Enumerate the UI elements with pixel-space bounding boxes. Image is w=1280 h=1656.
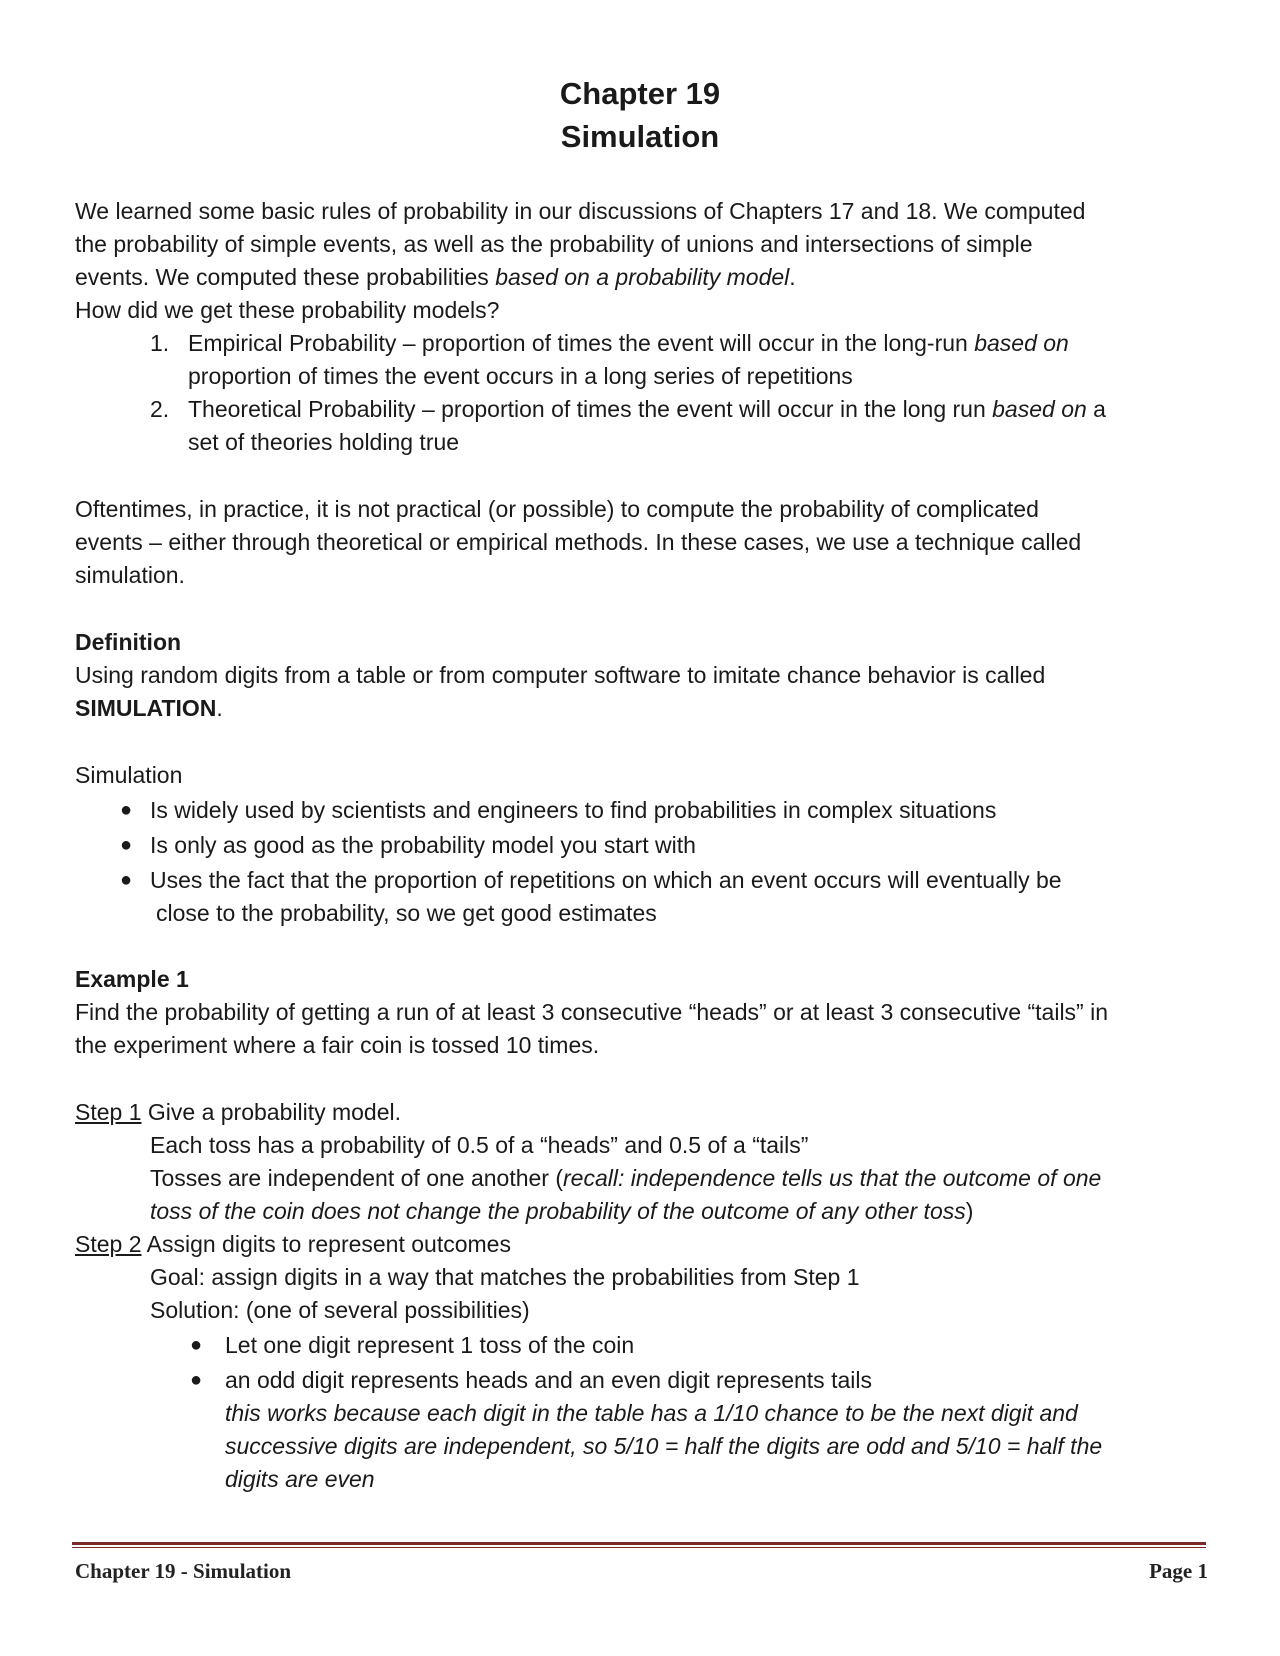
step2-goal: Goal: assign digits in a way that matches the probabilities from Step 1 xyxy=(150,1264,860,1290)
bullet-icon: ● xyxy=(120,799,133,821)
example-line-1: Find the probability of getting a run of at least 3 consecutive “heads” or at least 3 consecutive “tails” in xyxy=(75,999,1109,1025)
practice-line-1: Oftentimes, in practice, it is not practical (or possible) to compute the probability of complicated xyxy=(75,496,1039,522)
step2-solution: Solution: (one of several possibilities) xyxy=(150,1297,530,1323)
simulation-bullet-3: Uses the fact that the proportion of repetitions on which an event occurs will eventually be xyxy=(150,867,1062,893)
step2-note-3: digits are even xyxy=(225,1466,375,1492)
simulation-bullet-1: Is widely used by scientists and engineers to find probabilities in complex situations xyxy=(150,797,997,823)
definition-line-2: SIMULATION. xyxy=(75,695,223,721)
step2-note-1: this works because each digit in the table has a 1/10 chance to be the next digit and xyxy=(225,1400,1078,1426)
step1-line-1: Each toss has a probability of 0.5 of a “heads” and 0.5 of a “tails” xyxy=(150,1132,809,1158)
practice-line-3: simulation. xyxy=(75,562,185,588)
chapter-title: Chapter 19 xyxy=(559,76,721,111)
intro-line-2: the probability of simple events, as well as the probability of unions and intersections of simple xyxy=(75,231,1033,257)
step2-note-2: successive digits are independent, so 5/10 = half the digits are odd and 5/10 = half the xyxy=(225,1433,1103,1459)
bullet-icon: ● xyxy=(120,869,133,891)
simulation-bullet-2: Is only as good as the probability model you start with xyxy=(150,832,696,858)
example-line-2: the experiment where a fair coin is tossed 10 times. xyxy=(75,1032,600,1058)
footer-page-number: Page 1 xyxy=(1149,1559,1208,1583)
intro-line-4: How did we get these probability models? xyxy=(75,297,500,323)
list-item-theoretical: Theoretical Probability – proportion of times the event will occur in the long run based on a xyxy=(188,396,1106,422)
step2-bullet-1: Let one digit represent 1 toss of the coin xyxy=(225,1332,635,1358)
definition-heading: Definition xyxy=(75,629,182,655)
step1-heading: Step 1 Give a probability model. xyxy=(75,1099,402,1125)
footer-chapter: Chapter 19 - Simulation xyxy=(75,1559,292,1583)
footer-rule-thin xyxy=(72,1547,1206,1548)
chapter-subtitle: Simulation xyxy=(560,119,720,154)
example-heading: Example 1 xyxy=(75,966,189,992)
practice-line-2: events – either through theoretical or empirical methods. In these cases, we use a technique called xyxy=(75,529,1082,555)
list-number: 2. xyxy=(150,396,170,422)
step1-line-3: toss of the coin does not change the probability of the outcome of any other toss) xyxy=(150,1198,974,1224)
intro-line-1: We learned some basic rules of probability in our discussions of Chapters 17 and 18. We computed xyxy=(75,198,1086,224)
bullet-icon: ● xyxy=(190,1334,203,1356)
step2-bullet-2: an odd digit represents heads and an even digit represents tails xyxy=(225,1367,872,1393)
list-item-theoretical-cont: set of theories holding true xyxy=(188,429,460,455)
list-item-empirical-cont: proportion of times the event occurs in a long series of repetitions xyxy=(188,363,853,389)
step1-line-2: Tosses are independent of one another (recall: independence tells us that the outcome of one xyxy=(150,1165,1102,1191)
footer-rule xyxy=(72,1542,1206,1545)
list-number: 1. xyxy=(150,330,170,356)
bullet-icon: ● xyxy=(190,1369,203,1391)
simulation-heading: Simulation xyxy=(75,762,183,788)
definition-line-1: Using random digits from a table or from computer software to imitate chance behavior is called xyxy=(75,662,1046,688)
step2-heading: Step 2 Assign digits to represent outcomes xyxy=(75,1231,511,1257)
simulation-bullet-3-cont: close to the probability, so we get good estimates xyxy=(156,900,657,926)
bullet-icon: ● xyxy=(120,834,133,856)
intro-line-3: events. We computed these probabilities based on a probability model. xyxy=(75,264,796,290)
list-item-empirical: Empirical Probability – proportion of times the event will occur in the long-run based on xyxy=(188,330,1069,356)
